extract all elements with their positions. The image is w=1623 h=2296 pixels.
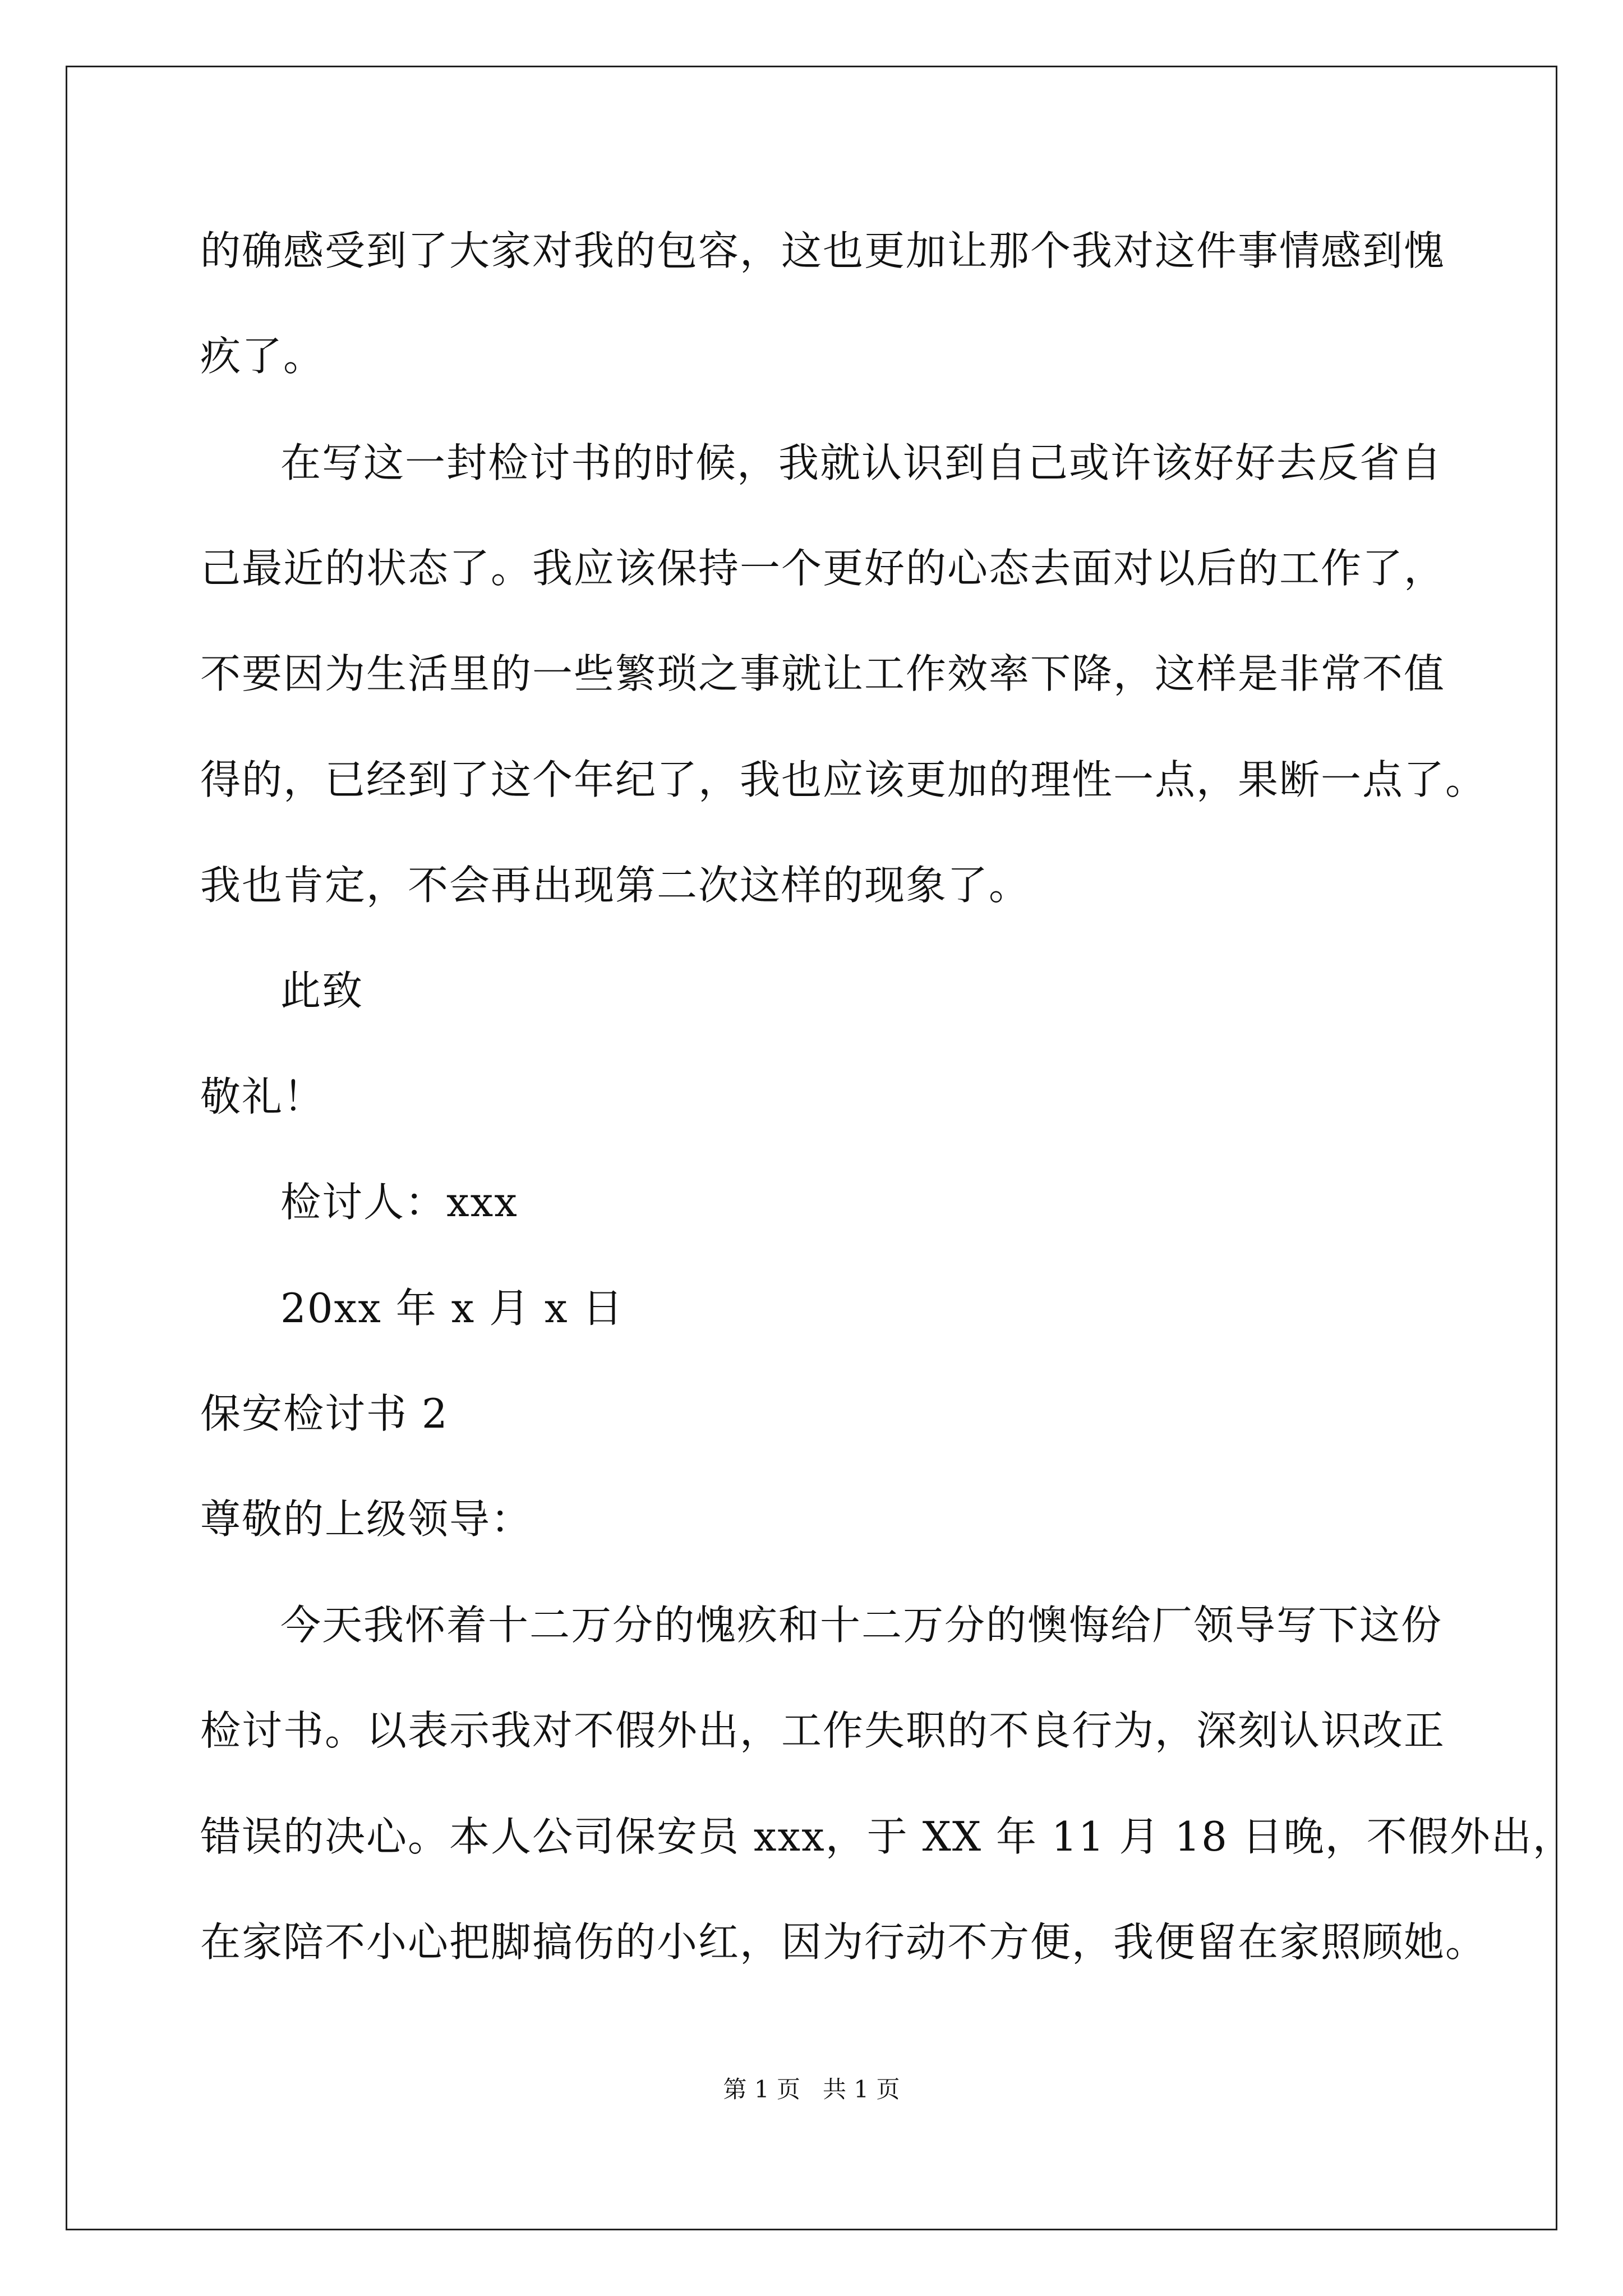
closing-salutation: 此致 xyxy=(280,967,364,1014)
page-border xyxy=(66,66,1557,2230)
body-line: 在写这一封检讨书的时候，我就认识到自己或许该好好去反省自 xyxy=(280,439,1443,486)
body-line: 我也肯定，不会再出现第二次这样的现象了。 xyxy=(200,862,1031,909)
body-line: 己最近的状态了。我应该保持一个更好的心态去面对以后的工作了， xyxy=(200,545,1446,592)
body-line: 疚了。 xyxy=(200,333,325,380)
body-line: 错误的决心。本人公司保安员 xxx，于 XX 年 11 月 18 日晚，不假外出， xyxy=(200,1813,1574,1860)
signature-line: 检讨人：xxx xyxy=(280,1179,518,1226)
section-title: 保安检讨书 2 xyxy=(200,1390,449,1437)
closing-regards: 敬礼！ xyxy=(200,1073,325,1120)
body-line: 得的，已经到了这个年纪了，我也应该更加的理性一点，果断一点了。 xyxy=(200,756,1487,803)
date-line: 20xx 年 x 月 x 日 xyxy=(280,1285,624,1332)
greeting-line: 尊敬的上级领导： xyxy=(200,1496,533,1543)
body-line: 今天我怀着十二万分的愧疚和十二万分的懊悔给厂领导写下这份 xyxy=(280,1602,1443,1649)
body-line: 的确感受到了大家对我的包容，这也更加让那个我对这件事情感到愧 xyxy=(200,227,1446,274)
body-line: 检讨书。以表示我对不假外出，工作失职的不良行为，深刻认识改正 xyxy=(200,1707,1446,1754)
page-footer: 第 1 页 共 1 页 xyxy=(723,2076,900,2103)
body-line: 不要因为生活里的一些繁琐之事就让工作效率下降，这样是非常不值 xyxy=(200,650,1446,697)
body-line: 在家陪不小心把脚搞伤的小红，因为行动不方便，我便留在家照顾她。 xyxy=(200,1918,1487,1966)
